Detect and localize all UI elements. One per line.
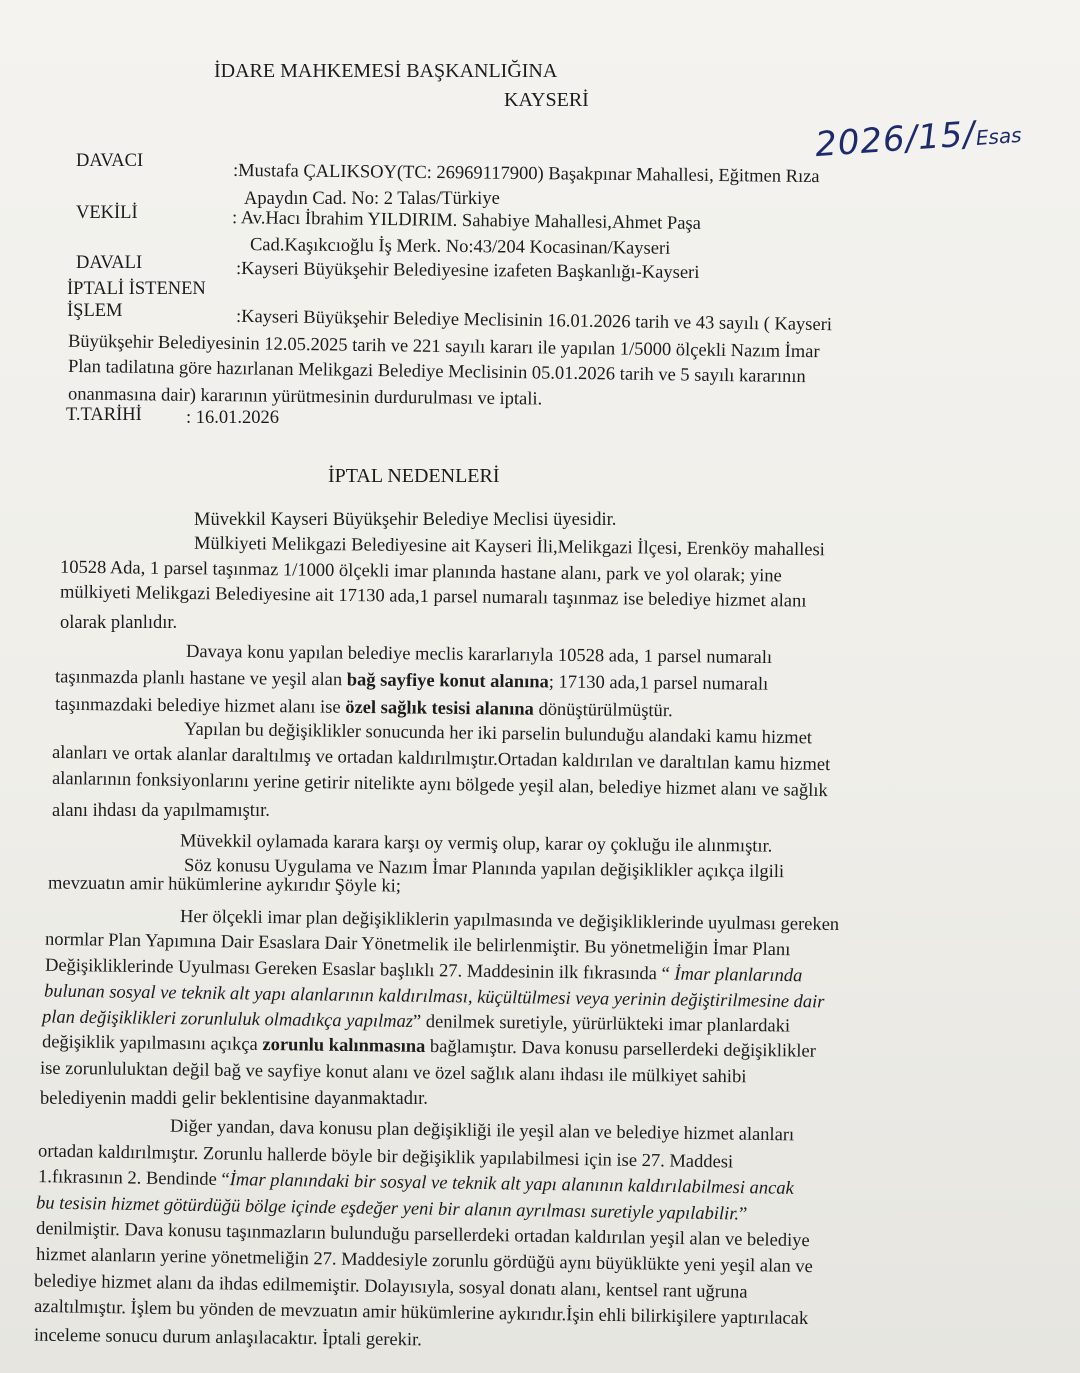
davaci-label: DAVACI — [76, 151, 144, 171]
vekili-line-1: : Av.Hacı İbrahim YILDIRIM. Sahabiye Mahallesi,Ahmet Paşa — [231, 208, 702, 234]
islem-label-2: İŞLEM — [67, 301, 123, 321]
islem-line-1: :Kayseri Büyükşehir Belediye Meclisinin 16.01.2026 tarih ve 43 sayılı ( Kayseri — [235, 306, 833, 336]
body-line: normlar Plan Yapımına Dair Esaslara Dair Yönetmelik ile belirlenmiştir. Bu yönetmeliğin İmar Planı — [44, 929, 791, 961]
islem-line-3: Plan tadilatına göre hazırlanan Melikgazi Belediye Meclisinin 05.01.2026 tarih ve 5 sayılı kararının — [67, 356, 806, 388]
handwritten-case-number — [814, 111, 1023, 165]
body-line: taşınmazdaki belediye hizmet alanı ise özel sağlık tesisi alanına dönüştürülmüştür. — [54, 694, 673, 722]
davaci-line-1: :Mustafa ÇALIKSOY(TC: 26969117900) Başakpınar Mahallesi, Eğitmen Rıza — [232, 160, 820, 188]
davaci-line-2: Apaydın Cad. No: 2 Talas/Türkiye — [244, 189, 500, 209]
body-line: mevzuatın amir hükümlerine aykırıdır Şöyle ki; — [47, 873, 402, 897]
islem-line-4: onanmasına dair) kararının yürütmesinin durdurulması ve iptali. — [67, 384, 543, 410]
body-line: denilmiştir. Dava konusu taşınmazların bulunduğu parsellerdeki ortadan kaldırılan yeşil alan ve belediye — [35, 1218, 810, 1252]
body-line: Müvekkil oylamada karara karşı oy vermiş olup, karar oy çokluğu ile alınmıştır. — [179, 831, 773, 857]
body-line: Değişikliklerinde Uyulması Gereken Esaslar başlıklı 27. Maddesinin ilk fıkrasında “ İmar planlarında — [44, 955, 803, 987]
body-line: bu tesisin hizmet götürdüğü bölge içinde eşdeğer yeni bir alanın ayrılması suretiyle yapılabilir.” — [35, 1193, 748, 1225]
islem-label-1: İPTALİ İSTENEN — [67, 279, 206, 299]
body-line: Söz konusu Uygulama ve Nazım İmar Planında yapılan değişiklikler açıkça ilgili — [183, 855, 785, 883]
body-line: 10528 Ada, 1 parsel taşınmaz 1/1000 ölçekli imar planında hastane alanı, park ve yol olarak; yine — [59, 557, 782, 587]
body-line: belediye hizmet alanı da ihdas edilmemiştir. Dolayısıyla, sosyal donatı alanı, kentsel rant uğruna — [33, 1271, 748, 1303]
body-line: 1.fıkrasının 2. Bendinde “İmar planındaki bir sosyal ve teknik alt yapı alanının kaldırılabilmesi ancak — [37, 1167, 794, 1199]
body-line: olarak planlıdır. — [60, 613, 178, 633]
body-line: alanı ihdası da yapılmamıştır. — [52, 801, 270, 821]
tarih-label: T.TARİHİ — [66, 405, 142, 425]
case-number-main: 2026/15/ — [813, 114, 977, 166]
vekili-label: VEKİLİ — [76, 203, 138, 223]
body-line: belediyenin maddi gelir beklentisine dayanmaktadır. — [40, 1089, 428, 1109]
body-line-italic: bulunan sosyal ve teknik alt yapı alanlarının kaldırılması, küçültülmesi veya yerinin değiştirilmesine dair — [43, 981, 825, 1013]
section-title: İPTAL NEDENLERİ — [328, 465, 500, 487]
bold-phrase: bağ sayfiye konut alanına — [346, 670, 549, 693]
body-line: inceleme sonucu durum anlaşılacaktır. İptali gerekir. — [33, 1325, 422, 1351]
davali-line-1: :Kayseri Büyükşehir Belediyesine izafeten Başkanlığı-Kayseri — [235, 258, 700, 284]
bold-phrase: özel sağlık tesisi alanına — [345, 697, 534, 720]
body-line: Davaya konu yapılan belediye meclis kararlarıyla 10528 ada, 1 parsel numaralı — [185, 641, 773, 669]
case-number-suffix: Esas — [975, 122, 1023, 150]
body-line: Her ölçekli imar plan değişikliklerin yapılmasında ve değişikliklerinde uyulması gereken — [179, 906, 840, 936]
body-line: alanlarının fonksiyonlarını yerine getirir nitelikte aynı bölgede yeşil alan, belediye hizmet alanı ve sağlık — [51, 768, 828, 802]
body-line: değişiklik yapılmasını açıkça zorunlu kalınmasına bağlamıştır. Dava konusu parsellerdeki değişiklikler — [41, 1032, 816, 1062]
body-line: Diğer yandan, dava konusu plan değişikliği ile yeşil alan ve belediye hizmet alanları — [169, 1116, 795, 1146]
body-line: Yapılan bu değişiklikler sonucunda her iki parselin bulunduğu alandaki kamu hizmet — [183, 719, 813, 749]
davali-label: DAVALI — [76, 253, 143, 273]
body-line: Mülkiyeti Melikgazi Belediyesine ait Kayseri İli,Melikgazi İlçesi, Erenköy mahallesi — [193, 533, 825, 561]
body-line: Müvekkil Kayseri Büyükşehir Belediye Meclisi üyesidir. — [194, 510, 617, 530]
body-line: alanları ve ortak alanlar daraltılmış ve ortadan kaldırılmıştır.Ortadan kaldırılan ve daraltılan kamu hizmet — [51, 742, 831, 776]
body-line: taşınmazda planlı hastane ve yeşil alan bağ sayfiye konut alanına; 17130 ada,1 parsel numaralı — [54, 667, 769, 695]
islem-line-2: Büyükşehir Belediyesinin 12.05.2025 tarih ve 221 sayılı kararı ile yapılan 1/5000 ölçekli Nazım İmar — [67, 331, 820, 363]
body-line: ortadan kaldırılmıştır. Zorunlu hallerde böyle bir değişiklik yapılabilmesi için ise 27. Maddesi — [37, 1141, 734, 1173]
body-line: plan değişiklikleri zorunluluk olmadıkça yapılmaz” denilmek suretiyle, yürürlükteki imar planlardaki — [41, 1007, 791, 1037]
vekili-line-2: Cad.Kaşıkcıoğlu İş Merk. No:43/204 Kocasinan/Kayseri — [249, 235, 671, 259]
city-heading: KAYSERİ — [504, 89, 589, 111]
bold-phrase: zorunlu kalınmasına — [262, 1034, 426, 1057]
body-line: mülkiyeti Melikgazi Belediyesine ait 17130 ada,1 parsel numaralı taşınmaz ise belediye hizmet alanı — [59, 582, 807, 612]
tarih-value: : 16.01.2026 — [186, 408, 280, 428]
body-line: ise zorunluluktan değil bağ ve sayfiye konut alanı ve özel sağlık alanı ihdası ile mülkiyet sahibi — [39, 1058, 747, 1088]
court-heading: İDARE MAHKEMESİ BAŞKANLIĞINA — [214, 60, 558, 82]
body-line: hizmet alanların yerine yönetmeliğin 27. Maddesiyle zorunlu gördüğü aynı büyüklükte yeni yeşil alan ve — [35, 1244, 813, 1278]
body-line: azaltılmıştır. İşlem bu yönden de mevzuatın amir hükümlerine aykırıdır.İşin ehli bilirkişilere yaptırılacak — [33, 1296, 809, 1330]
